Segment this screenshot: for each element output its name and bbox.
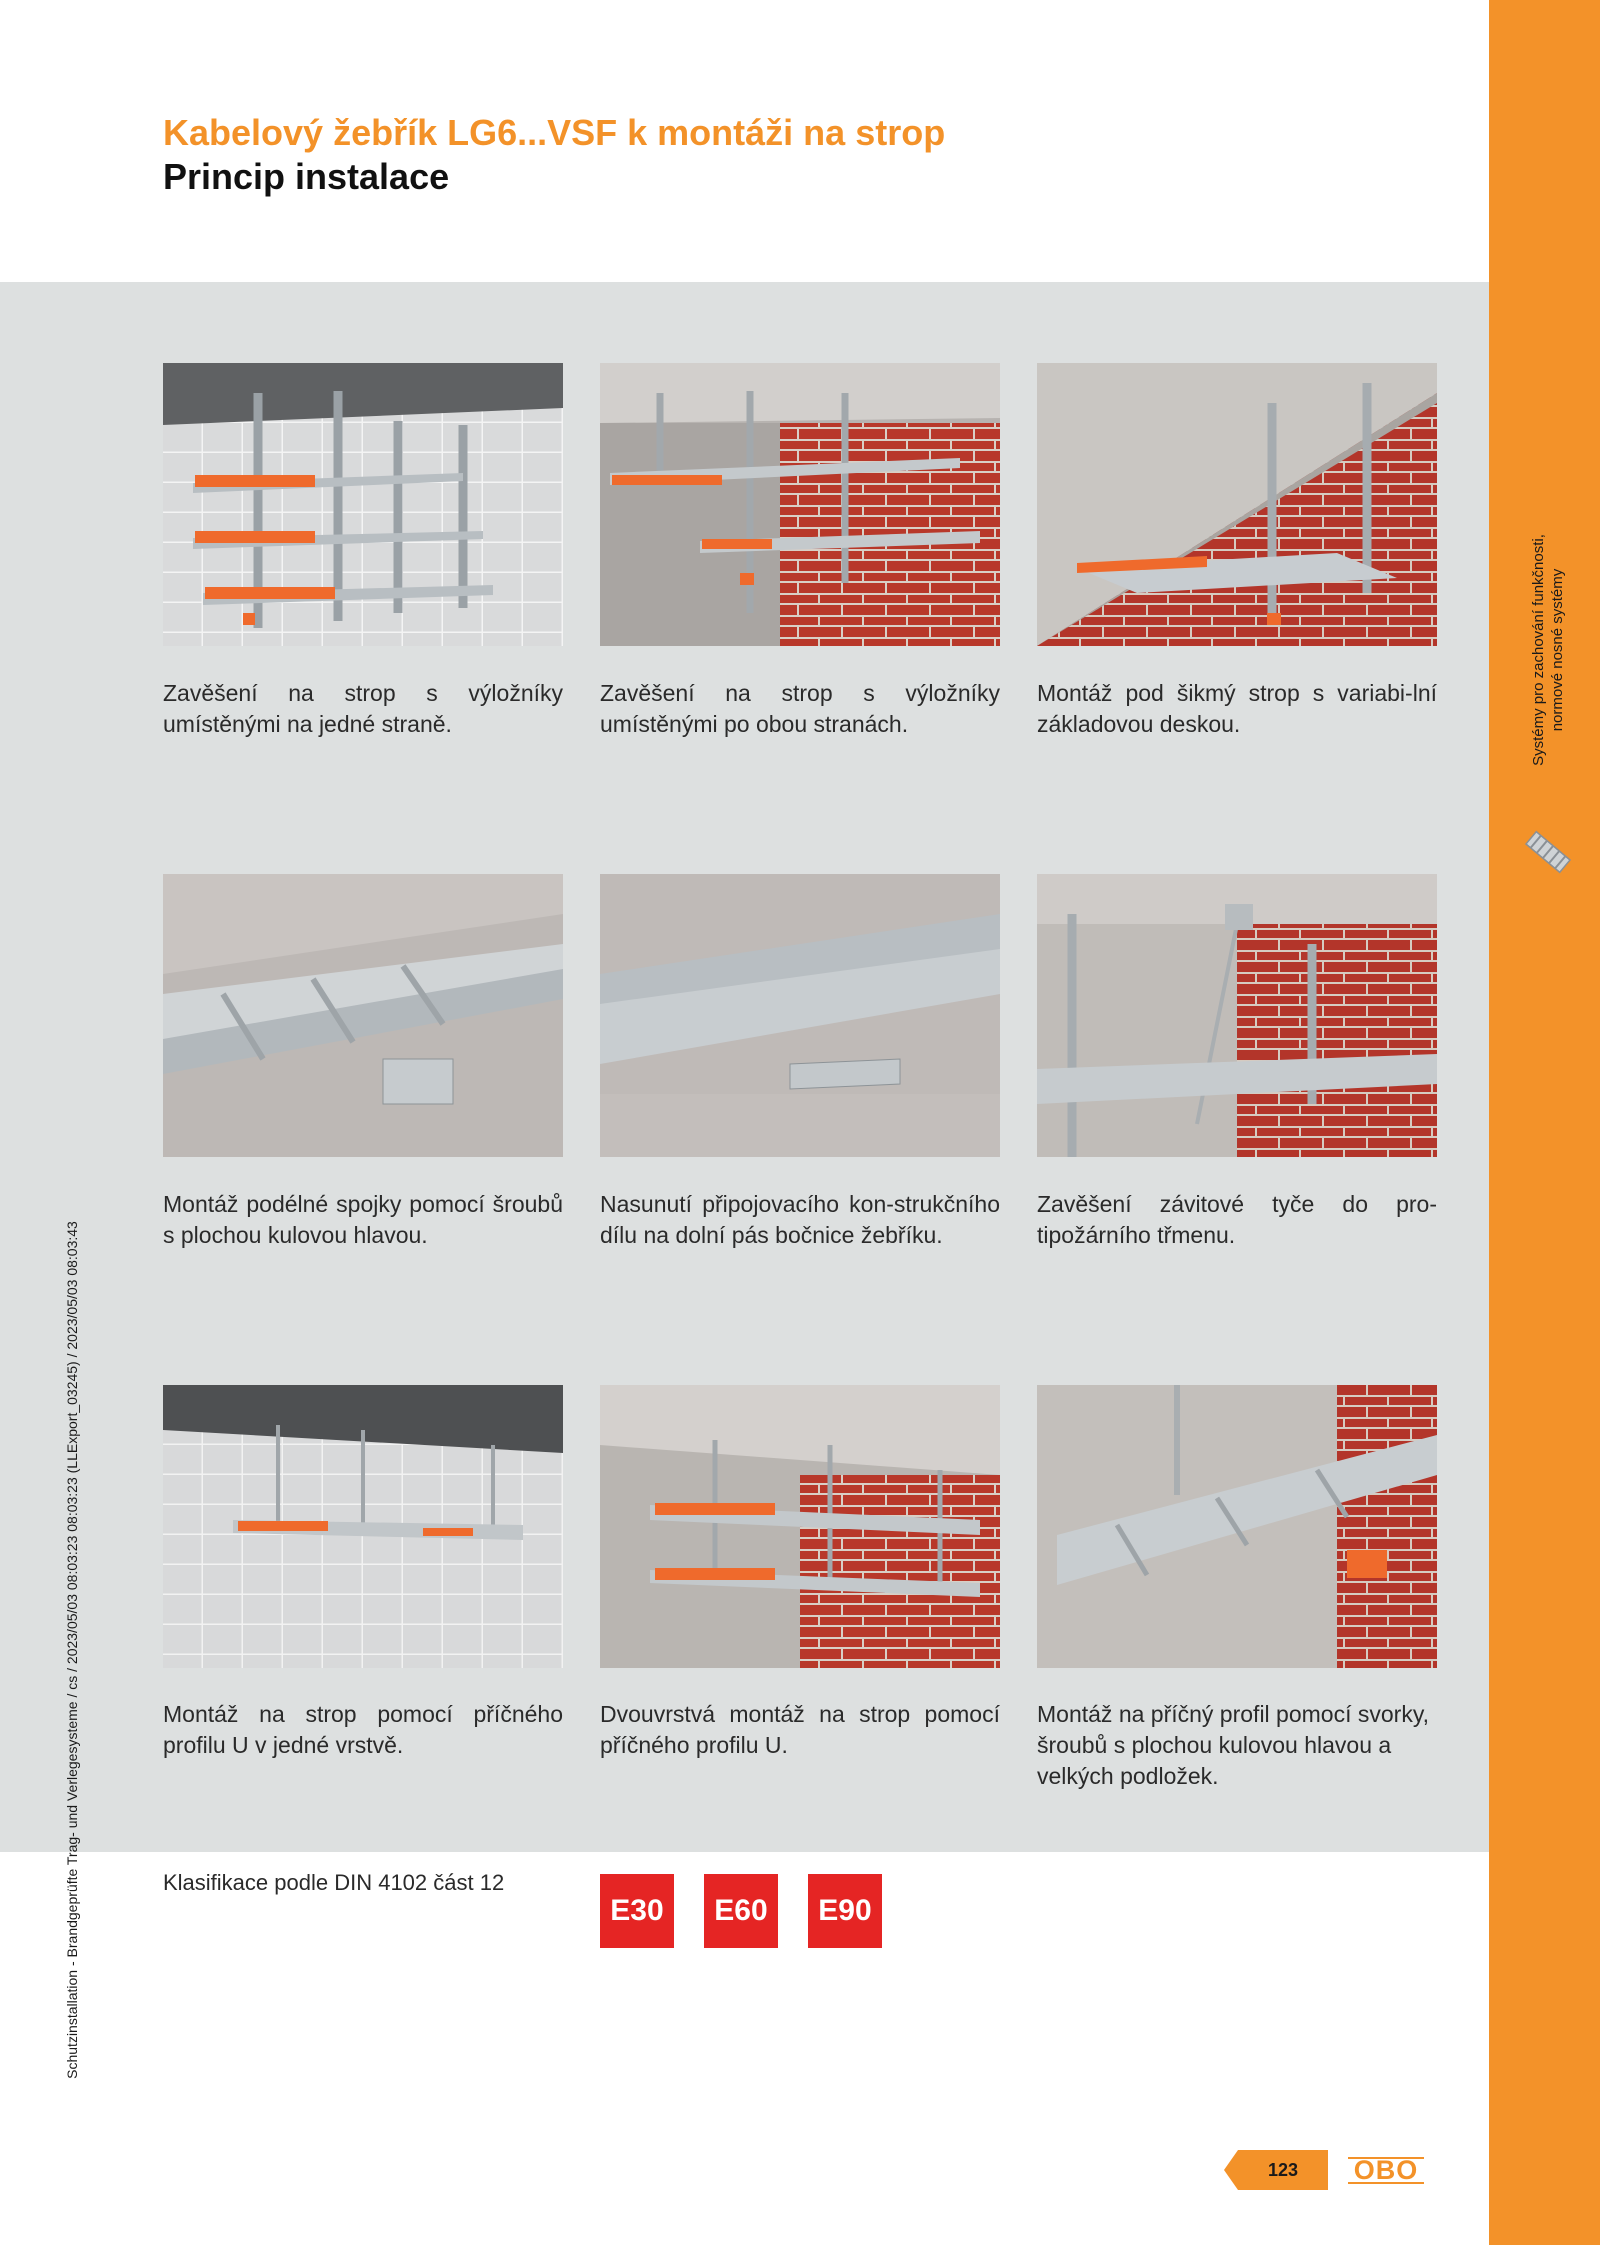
export-margin-note — [52, 1170, 92, 2130]
caption-9: Montáž na příčný profil pomocí svorky, šroubů s plochou kulovou hlavou a velkých podložek. — [1037, 1701, 1429, 1789]
photo-longitudinal-connector — [163, 874, 563, 1157]
caption-7: Montáž na strop pomocí příčného profilu U v jedné vrstvě. — [163, 1701, 563, 1758]
page-number: 123 — [1267, 2159, 1299, 2180]
photo-double-layer-u-profile — [600, 1385, 1000, 1668]
photo-both-sides-ceiling-mount — [600, 363, 1000, 646]
caption-3: Montáž pod šikmý strop s variabi-lní základovou deskou. — [1037, 680, 1437, 737]
caption-4: Montáž podélné spojky pomocí šroubů s plochou kulovou hlavou. — [163, 1191, 563, 1248]
svg-text:OBO: OBO — [1353, 2155, 1419, 2185]
caption-8: Dvouvrstvá montáž na strop pomocí příčného profilu U. — [600, 1701, 1000, 1758]
section-side-label-text: Systémy pro zachování funkčnosti, normové nosné systémy — [1530, 534, 1566, 766]
obo-logo — [1344, 2150, 1428, 2190]
caption-1: Zavěšení na strop s výložníky umístěnými na jedné straně. — [163, 680, 563, 737]
classification-label: Klasifikace podle DIN 4102 část 12 — [163, 1870, 505, 1895]
photo-one-side-ceiling-mount — [163, 363, 563, 646]
section-side-label — [1512, 515, 1584, 785]
page-subtitle: Princip instalace — [163, 156, 450, 197]
caption-5: Nasunutí připojovacího kon-strukčního dílu na dolní pás bočnice žebříku. — [600, 1191, 1000, 1248]
badge-e90: E90 — [808, 1874, 882, 1948]
photo-single-layer-u-profile — [163, 1385, 563, 1668]
caption-6: Zavěšení závitové tyče do pro-tipožárního třmenu. — [1037, 1191, 1437, 1248]
photo-bracket-slide-on — [600, 874, 1000, 1157]
caption-2: Zavěšení na strop s výložníky umístěnými po obou stranách. — [600, 680, 1000, 737]
badge-e60: E60 — [704, 1874, 778, 1948]
export-margin-note-text: Schutzinstallation - Brandgeprüfte Trag- und Verlegesysteme / cs / 2023/05/03 08:03:23 08:03:23 (LLExport_03245) / 2023/05/03 08:03:43 — [64, 1221, 80, 2079]
photo-threaded-rod-fire-clamp — [1037, 874, 1437, 1157]
page-title: Kabelový žebřík LG6...VSF k montáži na strop — [163, 112, 946, 153]
side-strip — [1489, 0, 1600, 2245]
photo-cross-profile-clamp — [1037, 1385, 1437, 1668]
badge-e30: E30 — [600, 1874, 674, 1948]
cable-ladder-icon — [1522, 826, 1574, 878]
photo-sloped-ceiling-mount — [1037, 363, 1437, 646]
